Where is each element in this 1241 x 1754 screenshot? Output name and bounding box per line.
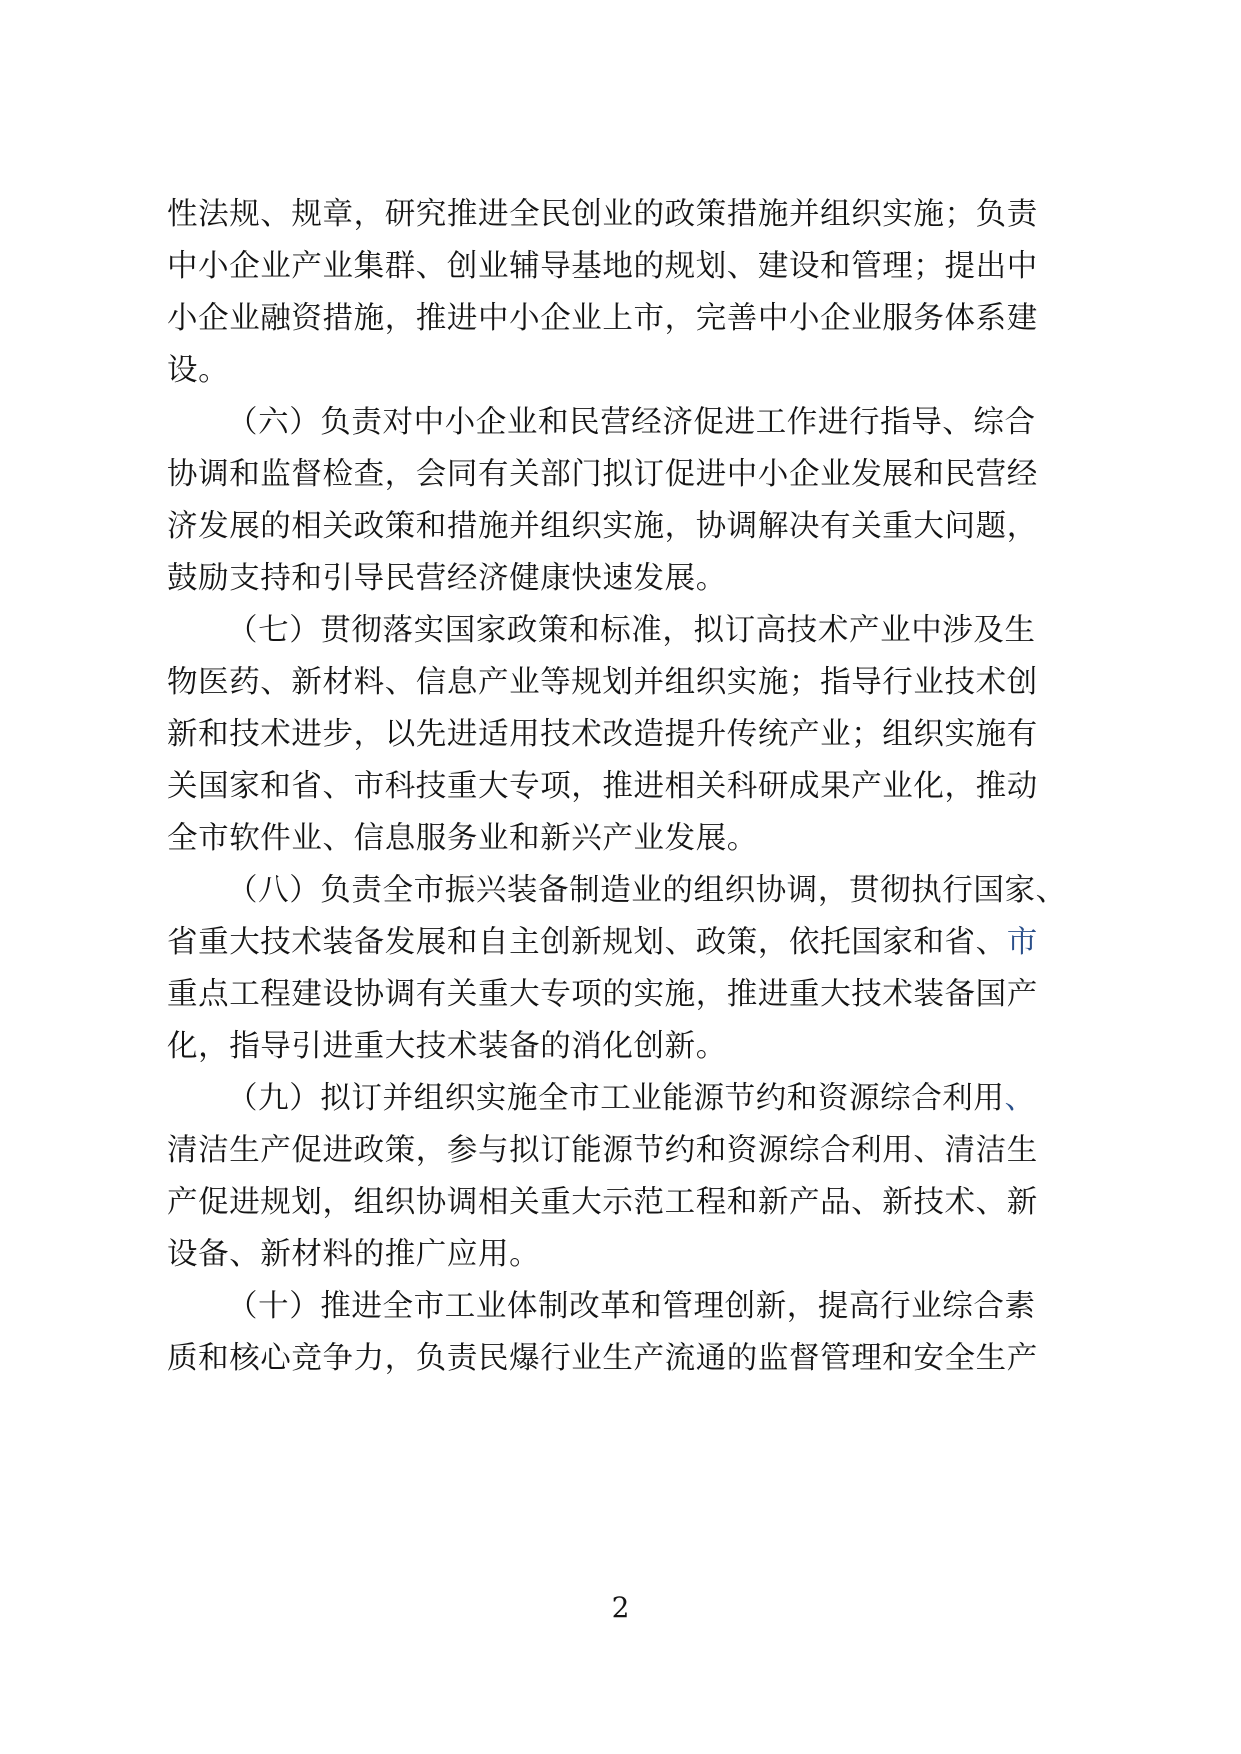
- text-line: 质和核心竞争力，负责民爆行业生产流通的监督管理和安全生产: [167, 1341, 1038, 1376]
- paragraph-ten-start: （十）推进全市工业体制改革和管理创新，提高行业综合素: [227, 1289, 1036, 1324]
- highlighted-character: 、: [1004, 1081, 1036, 1116]
- text-line: 重点工程建设协调有关重大专项的实施，推进重大技术装备国产: [167, 977, 1038, 1012]
- text-fragment: 省重大技术装备发展和自主创新规划、政策，依托国家和省、: [167, 925, 1007, 960]
- text-line: 产促进规划，组织协调相关重大示范工程和新产品、新技术、新: [167, 1185, 1038, 1220]
- text-fragment: （九）拟订并组织实施全市工业能源节约和资源综合利用: [227, 1081, 1005, 1116]
- text-line: 清洁生产促进政策，参与拟订能源节约和资源综合利用、清洁生: [167, 1133, 1038, 1168]
- text-line: 化，指导引进重大技术装备的消化创新。: [167, 1029, 727, 1064]
- page-number: 2: [611, 1591, 630, 1624]
- text-line: 设备、新材料的推广应用。: [167, 1237, 541, 1272]
- text-line: 小企业融资措施，推进中小企业上市，完善中小企业服务体系建: [167, 301, 1038, 336]
- text-line: 新和技术进步，以先进适用技术改造提升传统产业；组织实施有: [167, 717, 1038, 752]
- text-line: 物医药、新材料、信息产业等规划并组织实施；指导行业技术创: [167, 665, 1038, 700]
- text-line: 协调和监督检查，会同有关部门拟订促进中小企业发展和民营经: [167, 457, 1038, 492]
- text-line: 鼓励支持和引导民营经济健康快速发展。: [167, 561, 727, 596]
- paragraph-nine-start: [227, 1074, 1087, 1124]
- text-line: 关国家和省、市科技重大专项，推进相关科研成果产业化，推动: [167, 769, 1038, 804]
- text-line: 济发展的相关政策和措施并组织实施，协调解决有关重大问题，: [167, 509, 1038, 544]
- paragraph-eight-start: （八）负责全市振兴装备制造业的组织协调，贯彻执行国家、: [227, 873, 1067, 908]
- highlighted-character: 市: [1006, 925, 1038, 960]
- text-line: [167, 918, 1087, 968]
- paragraph-seven-start: （七）贯彻落实国家政策和标准，拟订高技术产业中涉及生: [227, 613, 1036, 648]
- text-line: 中小企业产业集群、创业辅导基地的规划、建设和管理；提出中: [167, 249, 1038, 284]
- text-line: 全市软件业、信息服务业和新兴产业发展。: [167, 821, 758, 856]
- text-line: 性法规、规章，研究推进全民创业的政策措施并组织实施；负责: [167, 197, 1038, 232]
- text-line: 设。: [167, 353, 230, 388]
- paragraph-six-start: （六）负责对中小企业和民营经济促进工作进行指导、综合: [227, 405, 1036, 440]
